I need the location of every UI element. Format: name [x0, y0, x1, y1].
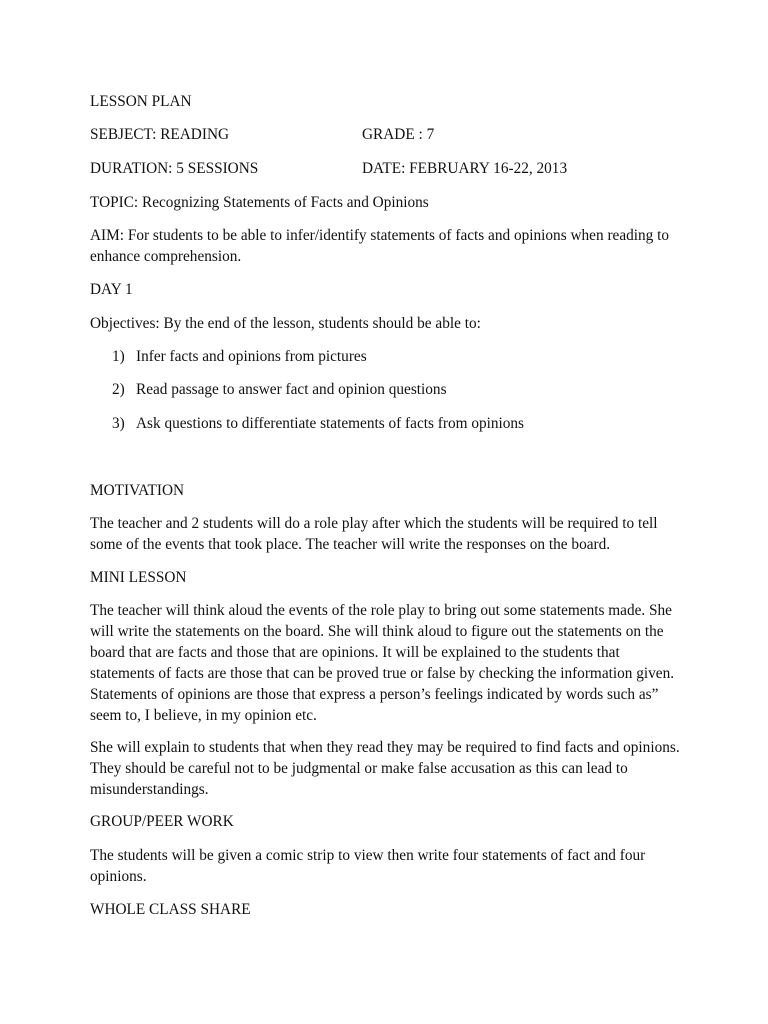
objective-number: 1)	[112, 348, 125, 365]
paragraph-line: opinions.	[90, 868, 147, 885]
paragraph-line: She will explain to students that when they read they may be required to find facts and opinions.	[90, 739, 680, 756]
objective-number: 3)	[112, 415, 125, 432]
paragraph-line: They should be careful not to be judgmental or make false accusation as this can lead to	[90, 760, 628, 777]
objective-text: Infer facts and opinions from pictures	[136, 348, 367, 365]
lesson-plan-title: LESSON PLAN	[90, 93, 192, 110]
paragraph-line: statements of facts are those that can be proved true or false by checking the information given.	[90, 665, 675, 682]
mini-lesson-paragraph-1	[90, 600, 690, 726]
paragraph-line: board that are facts and those that are opinions. It will be explained to the students that	[90, 644, 620, 661]
day-heading: DAY 1	[90, 281, 133, 298]
duration-line: DURATION: 5 SESSIONS	[90, 160, 259, 177]
grade-line: GRADE : 7	[362, 126, 435, 143]
topic-line: TOPIC: Recognizing Statements of Facts and Opinions	[90, 194, 429, 211]
aim-paragraph	[90, 225, 690, 267]
objective-text: Read passage to answer fact and opinion questions	[136, 381, 447, 398]
whole-class-heading: WHOLE CLASS SHARE	[90, 901, 251, 918]
aim-line: enhance comprehension.	[90, 248, 242, 265]
paragraph-line: some of the events that took place. The teacher will write the responses on the board.	[90, 536, 611, 553]
objective-text: Ask questions to differentiate statements of facts from opinions	[136, 415, 525, 432]
paragraph-line: The students will be given a comic strip to view then write four statements of fact and four	[90, 847, 646, 864]
paragraph-line: Statements of opinions are those that express a person’s feelings indicated by words such as”	[90, 686, 659, 703]
date-line: DATE: FEBRUARY 16-22, 2013	[362, 160, 568, 177]
group-work-heading: GROUP/PEER WORK	[90, 813, 234, 830]
subject-line: SEBJECT: READING	[90, 126, 230, 143]
motivation-paragraph	[90, 513, 690, 555]
paragraph-line: The teacher and 2 students will do a role play after which the students will be required to tell	[90, 515, 658, 532]
objectives-intro: Objectives: By the end of the lesson, students should be able to:	[90, 315, 481, 332]
objective-item	[112, 346, 367, 367]
motivation-heading: MOTIVATION	[90, 482, 185, 499]
mini-lesson-paragraph-2	[90, 737, 690, 800]
aim-line: AIM: For students to be able to infer/identify statements of facts and opinions when reading to	[90, 227, 670, 244]
paragraph-line: seem to, I believe, in my opinion etc.	[90, 707, 317, 724]
mini-lesson-heading: MINI LESSON	[90, 569, 187, 586]
objective-number: 2)	[112, 381, 125, 398]
paragraph-line: The teacher will think aloud the events of the role play to bring out some statements made. She	[90, 602, 672, 619]
objective-item	[112, 379, 447, 400]
paragraph-line: misunderstandings.	[90, 781, 209, 798]
paragraph-line: will write the statements on the board. She will think aloud to figure out the statements on the	[90, 623, 664, 640]
objective-item	[112, 413, 524, 434]
group-work-paragraph	[90, 845, 690, 887]
